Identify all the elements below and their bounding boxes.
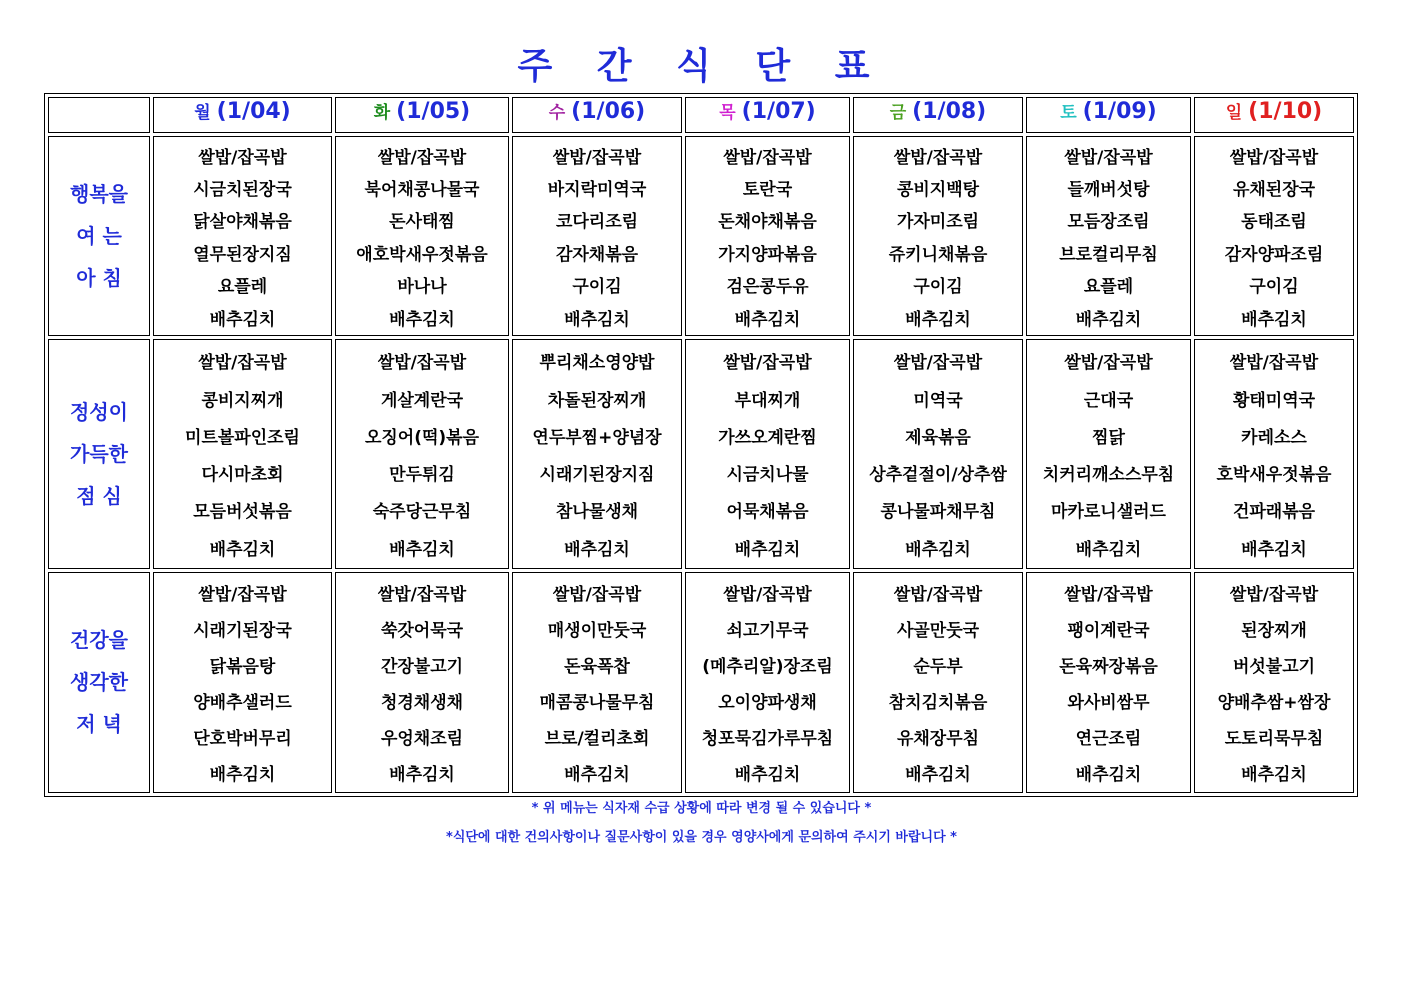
menu-item: 부대찌개 <box>734 390 801 411</box>
menu-cell <box>153 136 332 336</box>
menu-item: 바지락미역국 <box>547 180 647 201</box>
menu-item: 시금치나물 <box>726 465 809 486</box>
header-row <box>48 97 1354 133</box>
menu-cell <box>685 339 850 568</box>
corner-cell <box>48 97 150 133</box>
mon-icon: 월 <box>194 103 211 123</box>
menu-item: 배추김치 <box>209 309 276 330</box>
breakfast-row <box>48 136 1354 336</box>
menu-item: 쌀밥/잡곡밥 <box>893 585 983 606</box>
menu-item: 유채장무침 <box>896 728 980 749</box>
menu-item: 감자양파조림 <box>1224 244 1324 265</box>
menu-cell <box>1026 339 1191 568</box>
menu-item: 배추김치 <box>1241 309 1307 330</box>
menu-item: 콩비지백탕 <box>896 180 980 201</box>
menu-item: 배추김치 <box>389 309 455 330</box>
day-header <box>685 97 850 133</box>
menu-item: 양배추쌈+쌈장 <box>1217 692 1331 713</box>
meal-label <box>48 136 150 336</box>
wed-icon: 수 <box>548 103 566 123</box>
menu-item: 오이양파생채 <box>718 692 817 713</box>
menu-item: 연근조림 <box>1075 728 1142 749</box>
menu-item: 요플레 <box>217 277 268 298</box>
notice-change: * 위 메뉴는 식자재 수급 상황에 따라 변경 될 수 있습니다 * <box>531 801 872 816</box>
menu-item: 닭볶음탕 <box>209 656 276 677</box>
meal-label-line: 점 심 <box>76 483 122 508</box>
menu-item: 제육볶음 <box>905 427 971 448</box>
day-date: (1/05) <box>396 99 471 124</box>
menu-item: 배추김치 <box>734 764 801 785</box>
menu-item: 상추겉절이/상추쌈 <box>869 465 1007 486</box>
menu-item: 들깨버섯탕 <box>1067 180 1150 201</box>
day-header <box>512 97 682 133</box>
menu-item: 배추김치 <box>1075 539 1142 560</box>
menu-item: 쌀밥/잡곡밥 <box>723 353 812 374</box>
page-title: 주 간 식 단 표 <box>517 46 886 87</box>
menu-item: 쌀밥/잡곡밥 <box>1064 585 1153 606</box>
menu-cell <box>685 136 850 336</box>
menu-item: 도토리묵무침 <box>1224 728 1324 749</box>
menu-cell <box>1194 572 1354 793</box>
menu-item: 쌀밥/잡곡밥 <box>1064 147 1153 168</box>
menu-item: 미역국 <box>913 390 963 411</box>
menu-cell <box>685 572 850 793</box>
menu-item: 브로컬리무침 <box>1059 244 1158 265</box>
menu-item: 시금치된장국 <box>193 180 292 201</box>
meal-label <box>48 572 150 793</box>
menu-item: 참나물생채 <box>555 502 639 523</box>
menu-item: 다시마초회 <box>201 465 284 486</box>
menu-cell <box>853 572 1023 793</box>
fri-icon: 금 <box>889 103 907 123</box>
menu-item: 쌀밥/잡곡밥 <box>893 147 983 168</box>
menu-item: 찜닭 <box>1092 427 1125 448</box>
menu-item: 감자채볶음 <box>555 244 639 265</box>
menu-item: 와사비쌈무 <box>1067 692 1150 713</box>
menu-item: 요플레 <box>1083 277 1134 298</box>
menu-cell <box>512 136 682 336</box>
menu-item: 매콤콩나물무침 <box>539 692 655 713</box>
day-header <box>1194 97 1354 133</box>
menu-item: 근대국 <box>1083 390 1134 411</box>
menu-item: 미트볼파인조림 <box>185 427 300 448</box>
menu-item: 토란국 <box>742 180 793 201</box>
day-header <box>153 97 332 133</box>
menu-item: 배추김치 <box>905 309 971 330</box>
menu-item: 코다리조림 <box>555 212 639 233</box>
dinner-row <box>48 572 1354 793</box>
meal-label-line: 정성이 <box>70 399 128 424</box>
menu-item: 쌀밥/잡곡밥 <box>1229 147 1319 168</box>
menu-item: 우엉채조림 <box>380 728 464 749</box>
menu-item: 배추김치 <box>389 539 455 560</box>
meal-label-line: 가득한 <box>70 441 128 466</box>
menu-cell <box>853 339 1023 568</box>
meal-label-line: 건강을 <box>70 628 128 653</box>
menu-item: 쌀밥/잡곡밥 <box>198 147 287 168</box>
menu-item: 북어채콩나물국 <box>364 180 480 201</box>
menu-item: 오징어(떡)볶음 <box>364 427 480 448</box>
menu-item: 돈육짜장볶음 <box>1059 656 1158 677</box>
menu-item: 쥬키니채볶음 <box>888 244 988 265</box>
menu-item: 배추김치 <box>209 764 276 785</box>
day-date: (1/08) <box>912 99 987 124</box>
menu-item: 치커리깨소스무침 <box>1042 465 1175 486</box>
menu-item: 쌀밥/잡곡밥 <box>552 147 642 168</box>
menu-item: 매생이만둣국 <box>547 620 647 641</box>
menu-item: 배추김치 <box>564 539 630 560</box>
meal-label-line: 여 는 <box>76 224 122 249</box>
menu-item: 카레소스 <box>1241 427 1307 448</box>
menu-item: 구이김 <box>572 277 622 298</box>
menu-item: 브로/컬리초회 <box>544 728 650 749</box>
menu-item: 콩나물파채무침 <box>880 502 996 523</box>
menu-item: 간장불고기 <box>380 656 464 677</box>
menu-item: 쇠고기무국 <box>726 620 809 641</box>
menu-item: 마카로니샐러드 <box>1051 502 1166 523</box>
menu-item: 쌀밥/잡곡밥 <box>1064 353 1153 374</box>
menu-cell <box>512 339 682 568</box>
menu-item: 쑥갓어묵국 <box>380 620 464 641</box>
menu-item: 어묵채볶음 <box>726 502 809 523</box>
menu-item: 쌀밥/잡곡밥 <box>377 585 467 606</box>
menu-item: 돈사태찜 <box>389 212 455 233</box>
menu-item: 쌀밥/잡곡밥 <box>198 585 287 606</box>
menu-item: 쌀밥/잡곡밥 <box>723 585 812 606</box>
menu-item: 참치김치볶음 <box>888 692 988 713</box>
menu-item: 뿌리채소영양밥 <box>539 353 655 374</box>
menu-item: 청경채생채 <box>380 692 464 713</box>
sun-icon: 일 <box>1225 103 1243 123</box>
menu-item: 차돌된장찌개 <box>547 390 647 411</box>
meal-label-line: 생각한 <box>70 670 128 695</box>
menu-item: 쌀밥/잡곡밥 <box>377 353 467 374</box>
menu-item: 시래기된장국 <box>193 620 292 641</box>
meal-label-line: 아 침 <box>76 266 122 291</box>
menu-item: 가자미조림 <box>896 212 980 233</box>
menu-item: 구이김 <box>913 277 963 298</box>
menu-item: 단호박버무리 <box>193 728 292 749</box>
meal-label-line: 행복을 <box>70 182 128 207</box>
menu-item: 배추김치 <box>389 764 455 785</box>
menu-item: 열무된장지짐 <box>193 244 292 265</box>
day-header <box>335 97 509 133</box>
notice-inquiry: *식단에 대한 건의사항이나 질문사항이 있을 경우 영양사에게 문의하여 주시기 바랍니다 * <box>446 830 957 845</box>
menu-item: 사골만둣국 <box>896 620 980 641</box>
menu-cell <box>512 572 682 793</box>
weekly-menu-table <box>44 93 1358 797</box>
menu-cell <box>1026 136 1191 336</box>
menu-item: 애호박새우젓볶음 <box>356 244 488 265</box>
menu-item: 배추김치 <box>1241 764 1307 785</box>
menu-item: 배추김치 <box>1075 309 1142 330</box>
menu-item: 동태조림 <box>1241 212 1307 233</box>
menu-item: 쌀밥/잡곡밥 <box>198 353 287 374</box>
menu-item: 호박새우젓볶음 <box>1216 465 1332 486</box>
menu-item: 쌀밥/잡곡밥 <box>893 353 983 374</box>
menu-item: 유채된장국 <box>1232 180 1316 201</box>
menu-item: 버섯불고기 <box>1232 656 1316 677</box>
menu-item: 배추김치 <box>1075 764 1142 785</box>
menu-item: 돈채야채볶음 <box>718 212 817 233</box>
meal-label-line: 저 녁 <box>76 712 122 737</box>
day-date: (1/06) <box>571 99 646 124</box>
menu-item: 쌀밥/잡곡밥 <box>723 147 812 168</box>
menu-item: 배추김치 <box>564 764 630 785</box>
menu-item: 배추김치 <box>905 764 971 785</box>
menu-cell <box>1026 572 1191 793</box>
menu-item: 배추김치 <box>734 539 801 560</box>
menu-item: 쌀밥/잡곡밥 <box>377 147 467 168</box>
menu-cell <box>153 572 332 793</box>
menu-item: 콩비지찌개 <box>201 390 284 411</box>
menu-item: 쌀밥/잡곡밥 <box>1229 585 1319 606</box>
menu-item: 만두튀김 <box>389 465 455 486</box>
menu-item: 모듬장조림 <box>1067 212 1150 233</box>
menu-item: 검은콩두유 <box>726 277 809 298</box>
tue-icon: 화 <box>373 103 391 123</box>
menu-item: 가지양파볶음 <box>718 244 817 265</box>
menu-cell <box>335 136 509 336</box>
menu-cell <box>1194 339 1354 568</box>
menu-item: 황태미역국 <box>1232 390 1316 411</box>
day-date: (1/07) <box>741 99 816 124</box>
menu-item: 모듬버섯볶음 <box>193 502 292 523</box>
menu-cell <box>153 339 332 568</box>
menu-item: 배추김치 <box>905 539 971 560</box>
menu-item: (메추리알)장조림 <box>702 656 833 677</box>
menu-item: 게살계란국 <box>380 390 464 411</box>
menu-item: 배추김치 <box>209 539 276 560</box>
menu-item: 쌀밥/잡곡밥 <box>1229 353 1319 374</box>
menu-item: 바나나 <box>397 277 447 298</box>
sat-icon: 토 <box>1060 103 1077 123</box>
menu-item: 쌀밥/잡곡밥 <box>552 585 642 606</box>
menu-item: 가쓰오계란찜 <box>718 427 817 448</box>
meal-label <box>48 339 150 568</box>
menu-item: 숙주당근무침 <box>372 502 472 523</box>
lunch-row <box>48 339 1354 568</box>
menu-cell <box>1194 136 1354 336</box>
day-date: (1/04) <box>216 99 291 124</box>
menu-item: 건파래볶음 <box>1232 502 1316 523</box>
menu-item: 돈육폭찹 <box>564 656 630 677</box>
menu-item: 배추김치 <box>1241 539 1307 560</box>
menu-item: 구이김 <box>1249 277 1299 298</box>
menu-item: 배추김치 <box>564 309 630 330</box>
menu-cell <box>335 339 509 568</box>
menu-item: 닭살야채볶음 <box>193 212 292 233</box>
day-date: (1/10) <box>1248 99 1323 124</box>
menu-item: 배추김치 <box>734 309 801 330</box>
day-header <box>853 97 1023 133</box>
menu-item: 팽이계란국 <box>1067 620 1150 641</box>
thu-icon: 목 <box>719 103 736 123</box>
menu-item: 양배추샐러드 <box>193 692 292 713</box>
menu-item: 청포묵김가루무침 <box>701 728 834 749</box>
day-header <box>1026 97 1191 133</box>
menu-item: 연두부찜+양념장 <box>532 427 662 448</box>
menu-item: 순두부 <box>913 656 963 677</box>
menu-item: 된장찌개 <box>1241 620 1307 641</box>
menu-cell <box>853 136 1023 336</box>
menu-cell <box>335 572 509 793</box>
day-date: (1/09) <box>1082 99 1157 124</box>
menu-item: 시래기된장지짐 <box>539 465 655 486</box>
